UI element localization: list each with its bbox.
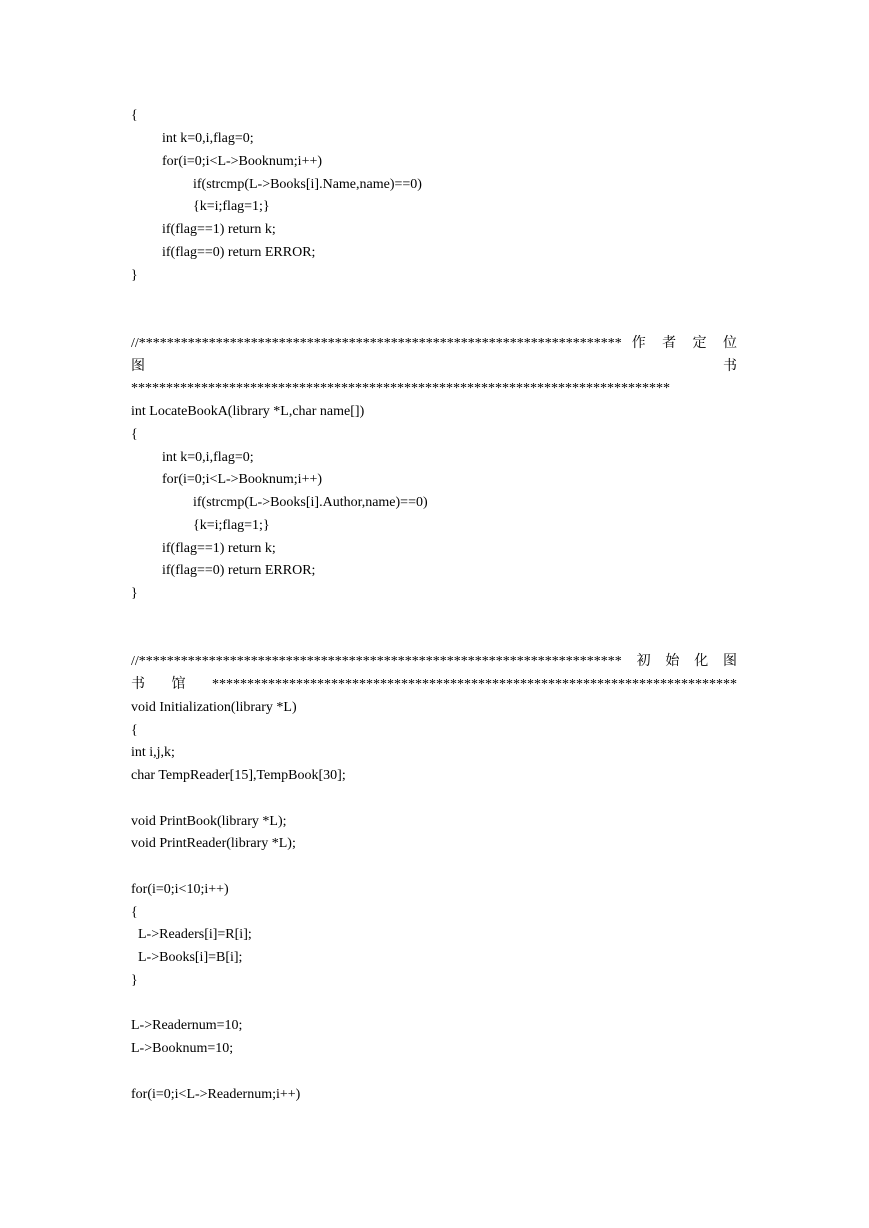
code-line: L->Readers[i]=R[i]; xyxy=(138,927,252,942)
code-line: for(i=0;i<L->Readernum;i++) xyxy=(131,1087,301,1102)
code-line: } xyxy=(131,973,138,988)
code-line: if(strcmp(L->Books[i].Name,name)==0) xyxy=(193,177,422,192)
code-line: { xyxy=(131,108,138,123)
code-line: } xyxy=(131,268,138,283)
code-line: for(i=0;i<10;i++) xyxy=(131,882,229,897)
code-line: if(flag==0) return ERROR; xyxy=(162,563,316,578)
section-comment-line: 图 书 xyxy=(131,359,737,374)
code-line: { xyxy=(131,723,138,738)
code-line: if(flag==1) return k; xyxy=(162,541,276,556)
section-comment-line: ***************************************************************************** xyxy=(131,381,670,396)
code-line: for(i=0;i<L->Booknum;i++) xyxy=(162,472,323,487)
code-line: void PrintBook(library *L); xyxy=(131,814,287,829)
code-line: int i,j,k; xyxy=(131,745,175,760)
code-line: if(strcmp(L->Books[i].Author,name)==0) xyxy=(193,495,428,510)
code-line: void Initialization(library *L) xyxy=(131,700,297,715)
code-line: {k=i;flag=1;} xyxy=(193,199,270,214)
code-line: { xyxy=(131,427,138,442)
code-line: {k=i;flag=1;} xyxy=(193,518,270,533)
code-line: int LocateBookA(library *L,char name[]) xyxy=(131,404,365,419)
code-line: if(flag==0) return ERROR; xyxy=(162,245,316,260)
code-line: for(i=0;i<L->Booknum;i++) xyxy=(162,154,323,169)
code-line: } xyxy=(131,586,138,601)
code-line: L->Booknum=10; xyxy=(131,1041,234,1056)
section-comment-line: //*********************************************************************初始化图 xyxy=(131,654,737,669)
code-line: if(flag==1) return k; xyxy=(162,222,276,237)
code-line: void PrintReader(library *L); xyxy=(131,836,296,851)
code-line: int k=0,i,flag=0; xyxy=(162,450,254,465)
code-line: L->Books[i]=B[i]; xyxy=(138,950,243,965)
code-line: { xyxy=(131,905,138,920)
code-line: int k=0,i,flag=0; xyxy=(162,131,254,146)
section-comment-line: //********************************************************************* 作 者 定 位 xyxy=(131,336,737,351)
code-line: char TempReader[15],TempBook[30]; xyxy=(131,768,346,783)
code-line: L->Readernum=10; xyxy=(131,1018,243,1033)
section-comment-line: 书馆*************************************************************************** xyxy=(131,677,737,692)
